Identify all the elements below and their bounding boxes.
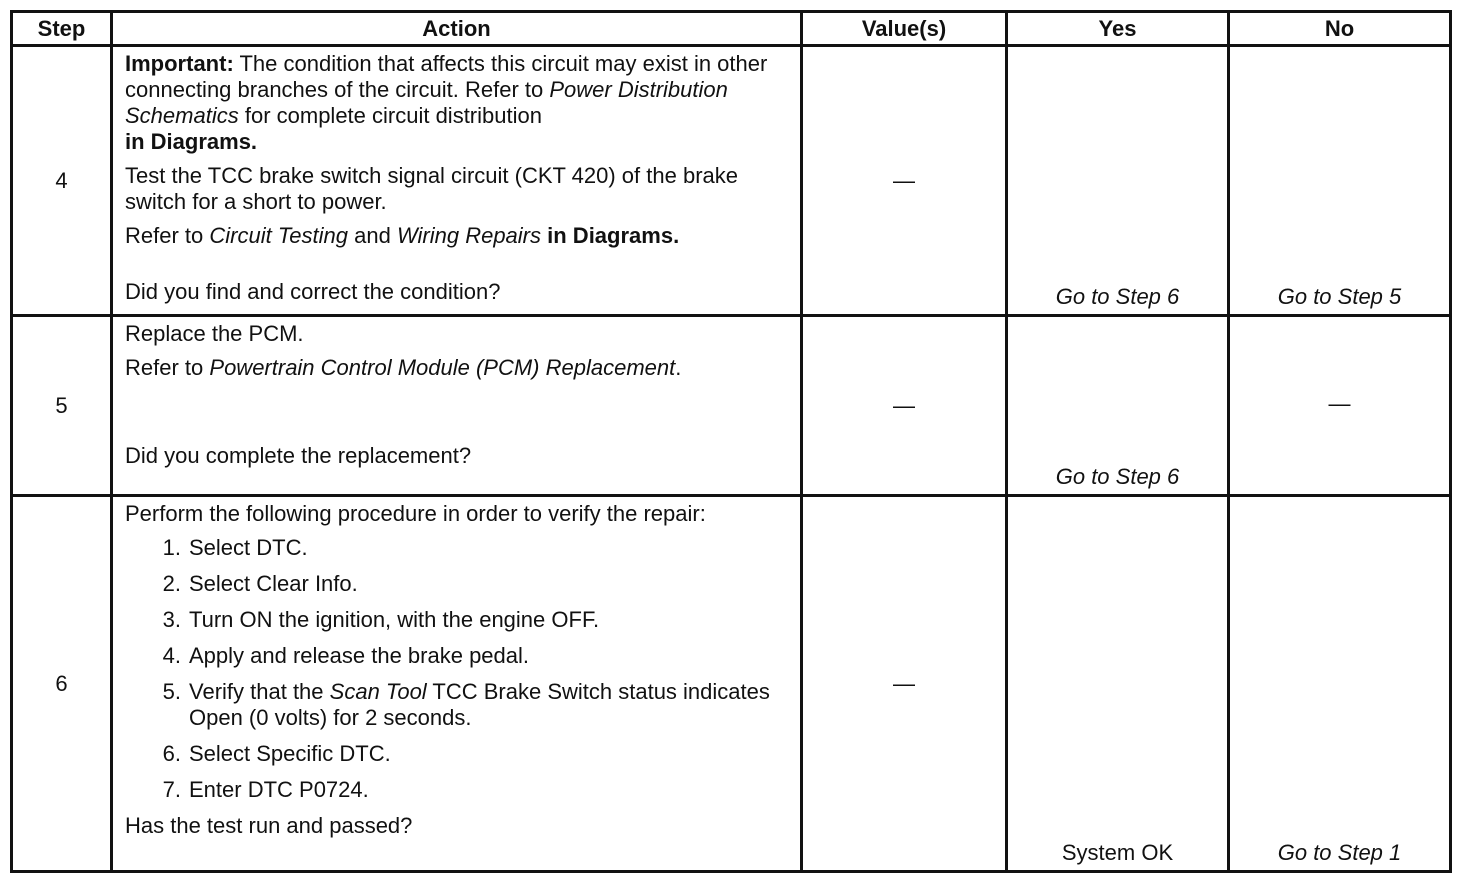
yes-cell: Go to Step 6	[1007, 46, 1229, 316]
refer-wiring-repairs: Wiring Repairs	[396, 223, 542, 248]
action-cell	[112, 46, 802, 316]
value-cell: —	[802, 46, 1007, 316]
important-note	[125, 51, 790, 155]
no-cell: Go to Step 5	[1229, 46, 1451, 316]
table-row-step-5	[12, 316, 1451, 496]
list-item: 5. Verify that the Scan Tool TCC Brake Switch status indicates Open (0 volts) for 2 seconds.	[162, 679, 770, 730]
header-values: Value(s)	[802, 12, 1007, 46]
refer-prefix: Refer to	[125, 355, 204, 380]
header-no: No	[1229, 12, 1451, 46]
step-number: 6	[12, 496, 112, 872]
refer-circuit-testing: Circuit Testing	[209, 223, 348, 248]
question: Did you find and correct the condition?	[125, 279, 501, 304]
header-action: Action	[112, 12, 802, 46]
header-yes: Yes	[1007, 12, 1229, 46]
important-ref: Power Distribution Schematics	[125, 77, 728, 128]
refer-and: and	[354, 223, 391, 248]
test-instruction: Test the TCC brake switch signal circuit (CKT 420) of the brake switch for a short to power.	[125, 163, 738, 214]
table-row-step-6	[12, 496, 1451, 872]
refer-line	[125, 223, 790, 249]
question: Has the test run and passed?	[125, 813, 413, 838]
refer-pcm-replacement: Powertrain Control Module (PCM) Replacement	[209, 355, 676, 380]
list-item: 4. Apply and release the brake pedal.	[162, 643, 530, 668]
step-number: 5	[12, 316, 112, 496]
list-item: 7. Enter DTC P0724.	[162, 777, 369, 802]
action-cell	[112, 316, 802, 496]
list-item: 1. Select DTC.	[162, 535, 308, 560]
important-text: The condition that affects this circuit may exist in other connecting branches of the circuit. Refer to	[125, 51, 768, 102]
refer-suffix: .	[675, 355, 682, 380]
list-item: 2. Select Clear Info.	[162, 571, 358, 596]
header-row	[12, 12, 1451, 46]
refer-line	[125, 355, 790, 381]
table-row-step-4	[12, 46, 1451, 316]
value-cell: —	[802, 496, 1007, 872]
list-item: 6. Select Specific DTC.	[162, 741, 391, 766]
yes-cell: Go to Step 6	[1007, 316, 1229, 496]
procedure-list	[125, 535, 790, 803]
list-item: 3. Turn ON the ignition, with the engine OFF.	[162, 607, 600, 632]
value-cell: —	[802, 316, 1007, 496]
replace-line: Replace the PCM.	[125, 321, 304, 346]
question: Did you complete the replacement?	[125, 443, 472, 468]
step-number: 4	[12, 46, 112, 316]
header-step: Step	[12, 12, 112, 46]
yes-cell: System OK	[1007, 496, 1229, 872]
refer-suffix: in Diagrams.	[547, 223, 680, 248]
procedure-intro: Perform the following procedure in order to verify the repair:	[125, 501, 706, 526]
no-cell: Go to Step 1	[1229, 496, 1451, 872]
diagnostic-table	[10, 10, 1452, 873]
important-in: in Diagrams.	[125, 129, 258, 154]
no-cell: —	[1229, 316, 1451, 496]
refer-prefix: Refer to	[125, 223, 204, 248]
important-tail: for complete circuit distribution	[244, 103, 542, 128]
action-cell	[112, 496, 802, 872]
important-label: Important:	[125, 51, 234, 76]
